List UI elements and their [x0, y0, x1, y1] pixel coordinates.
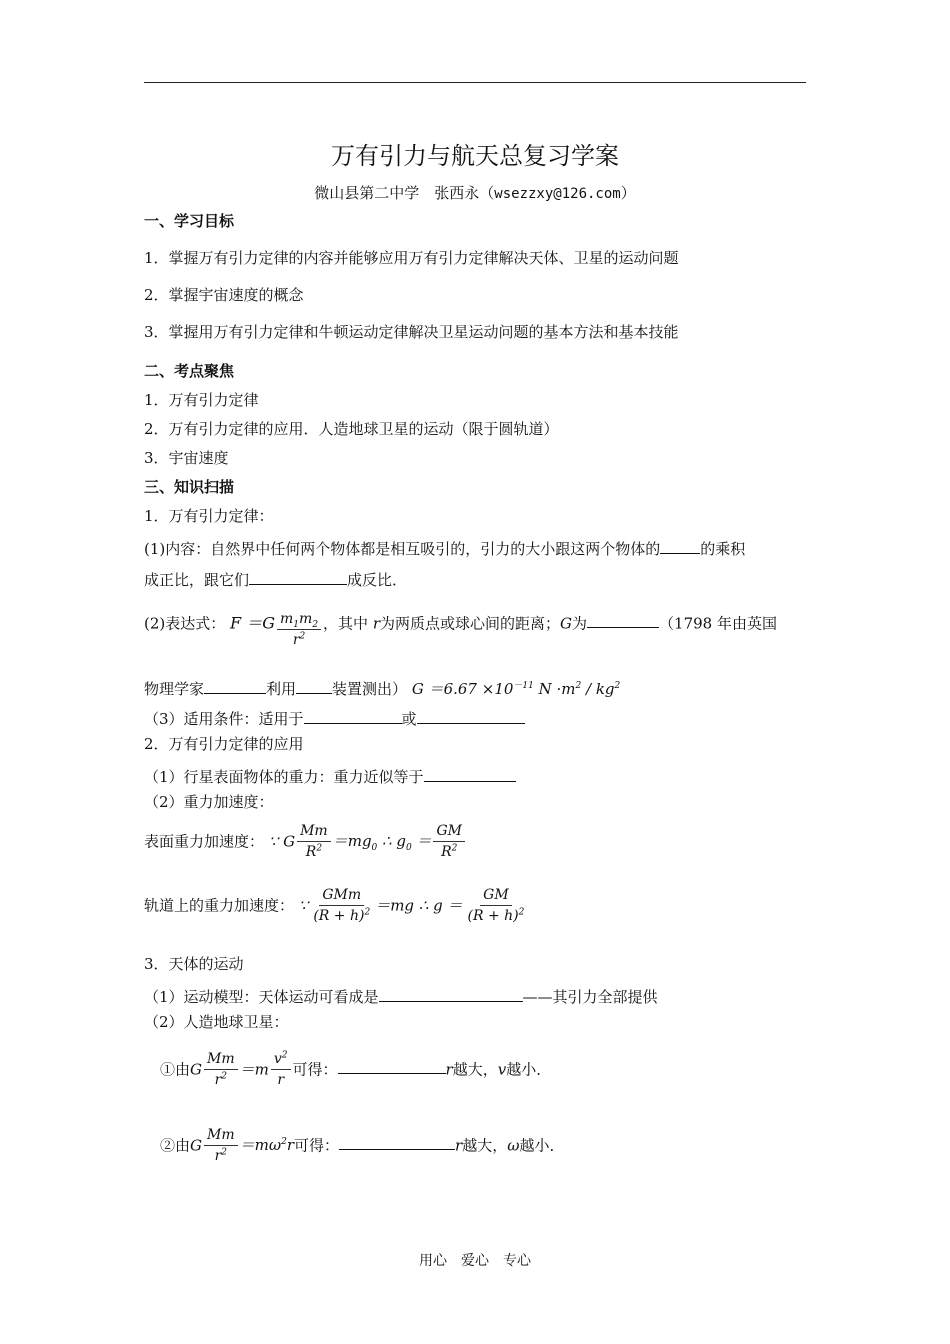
goal-item: 1．掌握万有引力定律的内容并能够应用万有引力定律解决天体、卫星的运动问题 [144, 249, 679, 267]
gravity-line [144, 766, 516, 785]
satellite-title: （2）人造地球卫星： [144, 1013, 289, 1031]
physicist-text: 物理学家 [144, 680, 205, 698]
motion-model-line [144, 986, 658, 1005]
symbol-G: G [560, 614, 573, 633]
fill-blank [417, 708, 525, 724]
fill-blank [249, 569, 347, 585]
satellite-text: 可得： [294, 1136, 340, 1155]
physicist-line [144, 678, 620, 697]
condition-text: （3）适用条件：适用于 [144, 710, 304, 728]
satellite-text: 越大， [462, 1136, 508, 1155]
focus-item: 3．宇宙速度 [144, 449, 229, 467]
focus-item: 1．万有引力定律 [144, 391, 259, 409]
section-heading-focus: 二、考点聚焦 [144, 362, 235, 380]
condition-line [144, 708, 525, 727]
formula-fraction: $\frac{Mm}{r^2}$ [204, 1052, 238, 1089]
fill-blank [379, 986, 523, 1002]
formula-symbol: G [190, 1136, 202, 1155]
law-content-line [144, 569, 407, 588]
law-title: 1．万有引力定律： [144, 507, 274, 525]
symbol-omega: ω [507, 1136, 520, 1155]
condition-text: 或 [401, 710, 417, 728]
formula-symbol: ＝m [239, 1060, 269, 1079]
application-title: 2．万有引力定律的应用 [144, 735, 304, 753]
orbit-label: 轨道上的重力加速度： [144, 896, 295, 915]
surface-gravity-line [144, 824, 467, 861]
formula-fraction: $\frac{GM}{(R + h)^2}$ [467, 887, 525, 925]
expression-text: ，其中 [323, 614, 369, 633]
surface-label: 表面重力加速度： [144, 832, 265, 851]
expression-line [144, 606, 777, 649]
formula-symbol: $=m\omega^2r$ [239, 1136, 294, 1155]
formula-orbit-rhs: ＝mg ∴ g ＝ [375, 896, 463, 915]
goal-item: 2．掌握宇宙速度的概念 [144, 286, 304, 304]
formula-fraction: $\frac{\text{GMm}}{(R + h)^2}$ [313, 887, 371, 925]
physicist-text: 利用 [266, 680, 297, 698]
expression-text: 为两质点或球心间的距离； [380, 614, 561, 633]
orbit-gravity-line [144, 888, 529, 925]
fill-blank [587, 612, 659, 628]
fill-blank [204, 678, 266, 694]
author-close: ） [620, 184, 636, 202]
symbol-r: r [372, 614, 381, 633]
section-heading-goals: 一、学习目标 [144, 212, 235, 230]
formula-fraction: $\frac{Mm}{r^2}$ [204, 1128, 238, 1165]
satellite-text: 可得： [292, 1060, 338, 1079]
gravity-acc-title: （2）重力加速度： [144, 793, 274, 811]
formula-symbol: G [190, 1060, 202, 1079]
content-text: 成正比，跟它们 [144, 571, 250, 589]
satellite-omega-line: ②由G $\frac{Mm}{r^2}$ $=m\omega^2r$可得： r越大，ω越小． [160, 1127, 565, 1165]
satellite-text: ②由 [160, 1136, 191, 1155]
fill-blank [339, 1134, 455, 1150]
goal-item: 3．掌握用万有引力定律和牛顿运动定律解决卫星运动问题的基本方法和基本技能 [144, 323, 679, 341]
content-text: 成反比． [347, 571, 408, 589]
formula-orbit: ∵ [298, 896, 309, 915]
motion-text: （1）运动模型：天体运动可看成是 [144, 988, 379, 1006]
satellite-text: 越小． [506, 1060, 552, 1079]
physicist-text: 装置测出） [332, 680, 408, 698]
satellite-text: 越大， [452, 1060, 498, 1079]
content-text: 的乘积 [700, 540, 746, 558]
formula-surface-rhs: $=mg_0$ ∴ $g_0$ ＝ [332, 832, 432, 854]
expression-text: （1798 年由英国 [659, 614, 777, 633]
fill-blank [304, 708, 402, 724]
author-name: 微山县第二中学 张西永（ [314, 184, 495, 202]
fill-blank [424, 766, 516, 782]
author-email: wsezzxy@126.com [494, 186, 621, 202]
author-line [0, 182, 950, 203]
formula-fraction: $\frac{m_1m_2}{r^2}$ [277, 612, 321, 649]
fill-blank [296, 678, 332, 694]
celestial-title: 3．天体的运动 [144, 955, 244, 973]
expression-text: 为 [572, 614, 588, 633]
satellite-text: 越小． [519, 1136, 565, 1155]
satellite-text: ①由 [160, 1060, 191, 1079]
focus-item: 2．万有引力定律的应用．人造地球卫星的运动（限于圆轨道） [144, 420, 559, 438]
fill-blank [660, 538, 700, 554]
content-text: (1)内容：自然界中任何两个物体都是相互吸引的，引力的大小跟这两个物体的 [144, 540, 661, 558]
gravitational-constant: $G =6.67 \times 10^{-11}$ $N \cdot m^2 / kg^2$ [411, 680, 621, 698]
section-heading-knowledge: 三、知识扫描 [144, 478, 235, 496]
satellite-velocity-line: ①由G $\frac{Mm}{r^2}$ ＝m $\frac{v^2}{r}$ 可得： r越大，v越小． [160, 1050, 552, 1089]
formula-surface: ∵ G [268, 832, 296, 851]
page-footer: 用心 爱心 专心 [419, 1253, 531, 1269]
motion-text: ——其引力全部提供 [522, 988, 658, 1006]
fill-blank [338, 1058, 446, 1074]
gravity-text: （1）行星表面物体的重力：重力近似等于 [144, 768, 424, 786]
formula-fraction: $\frac{v^2}{r}$ [271, 1052, 291, 1089]
expression-label: (2)表达式： [144, 614, 226, 633]
symbol-v: v [497, 1060, 507, 1079]
formula-F-eq-G: F ＝G [230, 613, 276, 633]
formula-fraction: $\frac{Mm}{R^2}$ [297, 824, 331, 861]
header-rule [144, 82, 806, 83]
document-title: 万有引力与航天总复习学案 [331, 142, 619, 170]
law-content-line [144, 538, 745, 557]
formula-fraction: $\frac{GM}{R^2}$ [433, 824, 465, 861]
